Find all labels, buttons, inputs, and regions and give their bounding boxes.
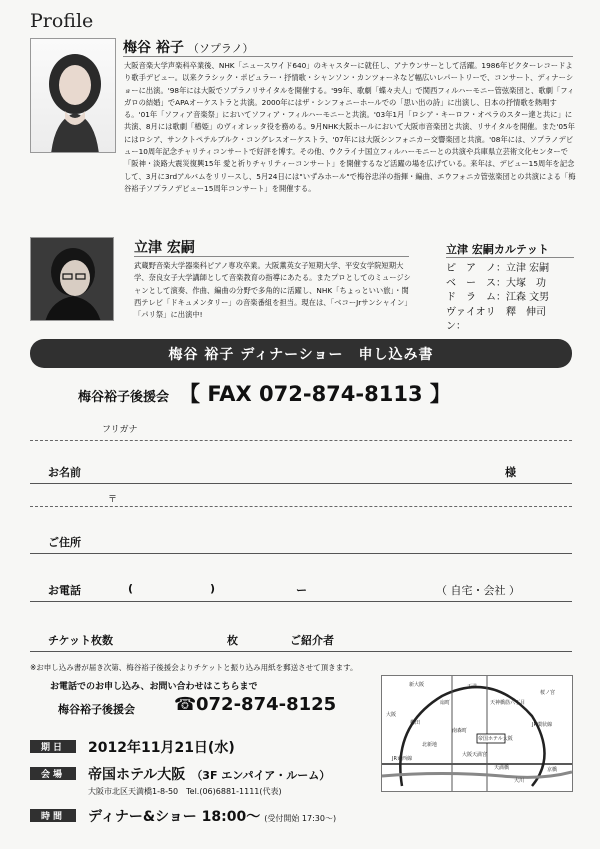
divider (446, 257, 574, 258)
fax-line (78, 378, 451, 408)
event-venue (88, 764, 330, 784)
quartet-title: 立津 宏嗣カルテット (446, 243, 549, 256)
venue-room: （3F エンパイア・ルーム） (191, 769, 331, 782)
phone-field[interactable] (30, 601, 572, 602)
venue-address: 大阪市北区天満橋1-8-50 Tel.(06)6881-1111(代表) (88, 787, 282, 796)
name-field[interactable] (30, 483, 572, 484)
venue-map (381, 675, 573, 792)
map-label: 天満 (467, 684, 478, 690)
map-label: 帝国ホテル大阪 (478, 736, 513, 742)
time-text: ディナー&ショー 18:00～ (88, 809, 261, 825)
map-label: 天満橋 (494, 765, 510, 771)
address-label: ご住所 (48, 536, 81, 549)
member-role: ヴァイオリン： (446, 306, 496, 332)
profile-heading: Profile (30, 10, 94, 32)
paren-open: ( (128, 582, 134, 595)
singer-voice: （ソプラノ） (187, 42, 254, 55)
singer-name-text: 梅谷 裕子 (123, 40, 184, 56)
tickets-referrer-field[interactable] (30, 651, 572, 652)
phone-icon: ☎ (174, 694, 197, 715)
event-time (88, 806, 336, 826)
member-name: 釋 伸司 (506, 306, 546, 318)
member-name: 大塚 功 (506, 277, 546, 289)
quartet-member (446, 306, 549, 335)
venue-name: 帝国ホテル大阪 (88, 767, 186, 783)
inquiry-phone: 072-874-8125 (196, 694, 337, 715)
map-label: JR東西線 (392, 756, 412, 762)
map-label: 桜ノ宮 (540, 690, 556, 696)
map-label: 扇町 (440, 700, 451, 706)
member-role: ピ ア ノ： (446, 263, 506, 274)
member-name: 立津 宏嗣 (506, 263, 550, 274)
notice-text: ※お申し込み書が届き次第、梅谷裕子後援会よりチケットと振り込み用紙を郵送させて頂きます。 (30, 663, 358, 672)
quartet-member (446, 291, 549, 306)
inquiry-org: 梅谷裕子後援会 (58, 703, 135, 716)
singer-photo (30, 38, 116, 153)
map-label: 北新地 (422, 742, 438, 748)
map-label: 梅田 (410, 720, 421, 726)
singer-bio: 大阪音楽大学声楽科卒業後、NHK「ニュースワイド640」のキャスターに就任し、アナウンサーとして活躍。1986年ビクターレコードより歌手デビュー。以来クラシック・ポピュラー・抒情歌・シャンソン・カンツォーネなど幅広いレパートリーで、コンサート、ディナーショーに出演。'98年には大阪でソプラノリサイタルを開催する。'99年、歌劇「蝶々夫人」で関西フィルハーモニー管弦楽団と、歌劇「フィガロの結婚」でAPAオーケストラと共演。2000年にはザ・シンフォニーホールでの「思い出の詩」に出演し、日本の抒情歌を熱唱する。'01年「ソフィア音楽祭」においてソフィア・フィルハーモニーと共演。'03年1月「ロシア・キーロフ・オペラのスター達と共に」に共演、8月には歌劇「椿姫」のヴィオレッタ役を務める。9月NHK大阪ホールにおいて大阪市音楽団と共演、リサイタルを開催。また'05年にはロシア、サンクトペテルブルク・コングレスオーケストラ、'07年には大阪シンフォニカー交響楽団と共演。'08年には、ソプラノデビュー10周年記念チャリティコンサートで好評を博す。その他、ウクライナ国立フィルハーモニーとの共演や兵庫県立芸術文化センターで「阪神・淡路大震災復興15年 愛と祈りチャリティーコンサート」を開催するなど活躍の場を広げている。来年は、デビュー15周年を記念して、3月に3rdアルバムをリリースし、5月24日には"いずみホール"で梅谷忠洋の指揮・編曲、エウフォニカ管弦楽団との共演による「梅谷裕子ソプラノデビュー15周年コンサート」を開催する。 (124, 61, 576, 193)
map-label: 京橋 (547, 767, 558, 773)
address-field[interactable] (30, 553, 572, 554)
map-label: 新大阪 (409, 682, 425, 688)
map-label: 大阪天満宮 (462, 752, 488, 758)
divider (134, 256, 409, 257)
time-tag: 時間 (30, 809, 76, 822)
fax-org: 梅谷裕子後援会 (78, 390, 170, 405)
event-date: 2012年11月21日(水) (88, 740, 235, 756)
name-label: お名前 (48, 466, 81, 479)
member-name: 江森 文男 (506, 292, 550, 303)
date-tag: 期日 (30, 740, 76, 753)
map-label: 南森町 (452, 728, 468, 734)
paren-close: ) (210, 582, 216, 595)
member-role: ベ ー ス： (446, 277, 506, 289)
map-label: JR環状線 (532, 722, 552, 728)
quartet-members (446, 262, 549, 335)
tickets-label: チケット枚数 (48, 634, 114, 647)
referrer-label: ご紹介者 (290, 634, 334, 647)
phone-dash: ー (296, 584, 307, 597)
reception-time: (受付開始 17:30～) (264, 814, 337, 823)
sama-label: 様 (505, 466, 516, 479)
venue-tag: 会場 (30, 767, 76, 780)
pianist-name: 立津 宏嗣 (134, 240, 195, 256)
phone-label: お電話 (48, 584, 81, 597)
tickets-unit: 枚 (227, 634, 238, 647)
divider (123, 56, 573, 57)
pianist-photo (30, 237, 114, 321)
postal-mark: 〒 (108, 495, 118, 505)
map-label: 大阪 (386, 712, 397, 718)
application-banner: 梅谷 裕子 ディナーショー 申し込み書 (30, 339, 572, 368)
inquiry-lead: お電話でのお申し込み、お問い合わせはこちらまで (50, 682, 258, 692)
map-river (382, 772, 572, 777)
quartet-member (446, 262, 549, 277)
furigana-line[interactable] (30, 440, 572, 441)
map-label: 大川 (514, 778, 525, 784)
member-role: ド ラ ム： (446, 292, 506, 303)
quartet-member (446, 277, 549, 292)
fax-number: 【 FAX 072-874-8113 】 (179, 382, 451, 406)
home-work-label: （ 自宅・会社 ） (436, 584, 520, 597)
furigana-label: フリガナ (102, 425, 138, 435)
singer-name (123, 37, 254, 57)
map-label: 天神橋筋六丁目 (490, 700, 526, 706)
pianist-bio: 武蔵野音楽大学器楽科ピアノ専攻卒業。大阪薫英女子短期大学、平安女学院短期大学、奈良女子大学講師として音楽教育の指導にあたる。またプロとしてのミュージシャンとして演奏、作曲、編曲の分野で多角的に活躍し、NHK「ちょっといい旅」・関西テレビ「ドキュメンタリー」の音楽番組を担当。現在は、「ベコーJrサンシャイン」「パリ祭」に出演中! (134, 261, 412, 320)
postal-line[interactable] (30, 506, 572, 507)
